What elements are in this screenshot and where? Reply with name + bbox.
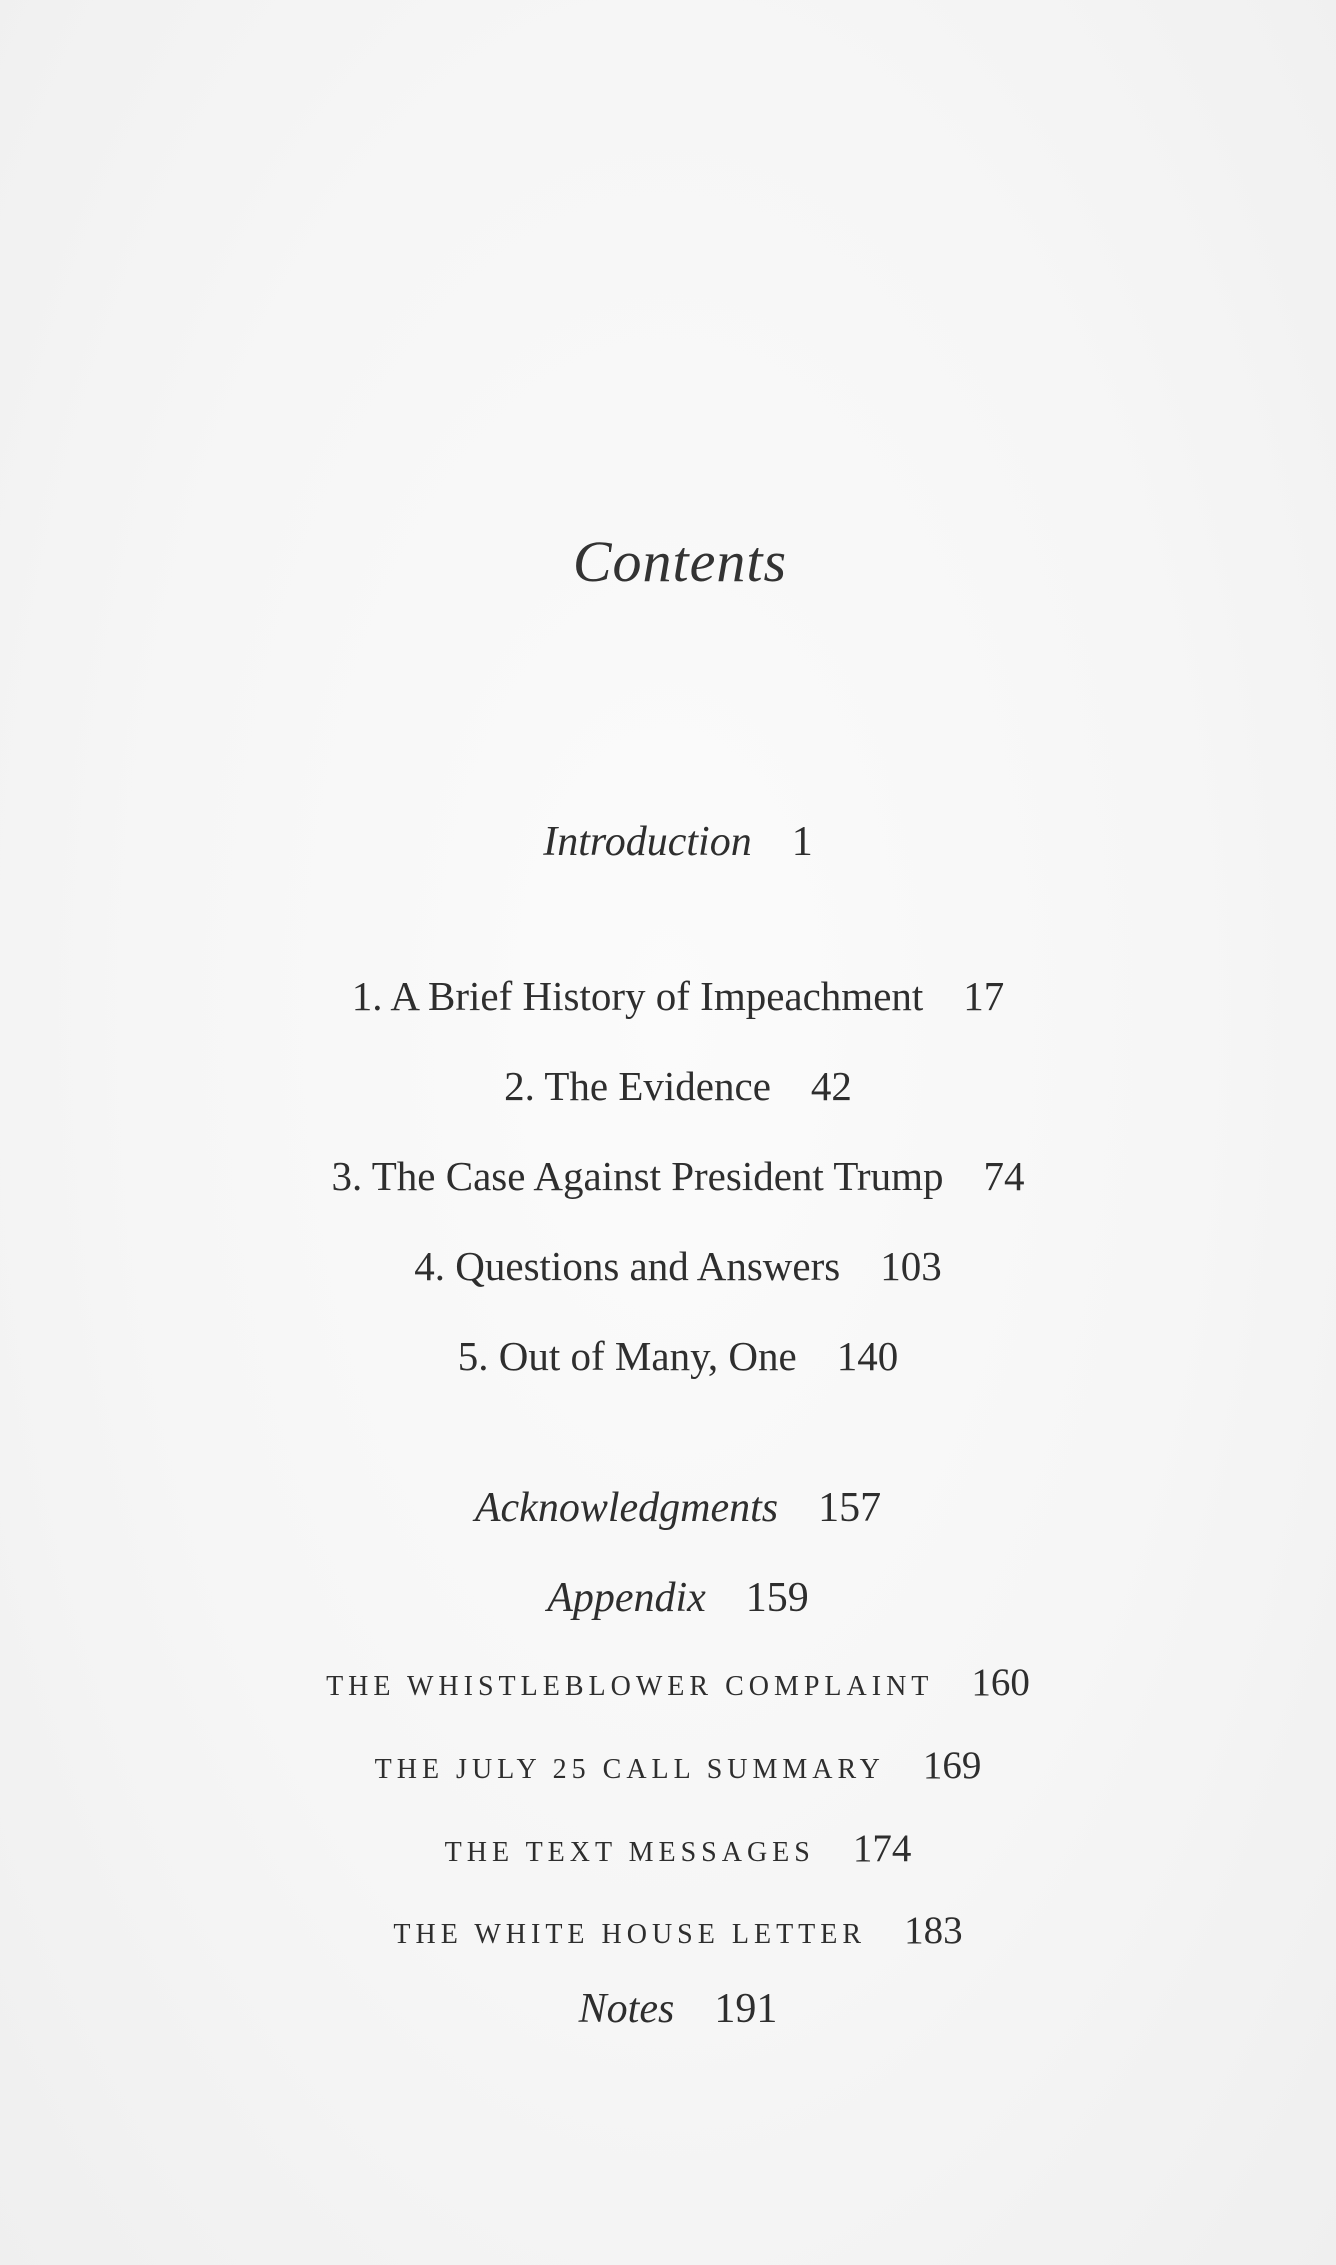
toc-entry-page: 103 bbox=[880, 1243, 942, 1289]
toc-entry-label: THE TEXT MESSAGES bbox=[444, 1837, 815, 1868]
toc-entry-page: 183 bbox=[904, 1909, 963, 1952]
toc-entry-page: 174 bbox=[852, 1827, 912, 1870]
toc-entry-appendix-item bbox=[0, 1660, 1336, 1705]
toc-entry-page: 74 bbox=[983, 1153, 1025, 1199]
toc-entry-page: 169 bbox=[922, 1744, 982, 1787]
toc-entry-appendix-item bbox=[0, 1826, 1336, 1871]
toc-entry-chapter-5 bbox=[0, 1332, 1336, 1380]
toc-entry-page: 42 bbox=[810, 1063, 852, 1109]
toc-entry-page: 140 bbox=[836, 1333, 899, 1379]
toc-entry-acknowledgments bbox=[0, 1484, 1336, 1532]
toc-entry-label: Introduction bbox=[543, 819, 752, 865]
toc-entry-label: 5. Out of Many, One bbox=[457, 1333, 797, 1379]
toc-entry-page: 17 bbox=[963, 973, 1005, 1019]
toc-entry-chapter-1 bbox=[0, 972, 1336, 1020]
toc-entry-label: Acknowledgments bbox=[474, 1485, 779, 1531]
toc-entry-chapter-4 bbox=[0, 1242, 1336, 1290]
page-title: Contents bbox=[572, 529, 788, 594]
toc-entry-appendix-item bbox=[0, 1743, 1336, 1788]
toc-entry-label: THE WHITE HOUSE LETTER bbox=[393, 1919, 867, 1950]
toc-entry-page: 157 bbox=[818, 1485, 882, 1531]
toc-entry-page: 160 bbox=[971, 1661, 1030, 1704]
toc-entry-introduction bbox=[0, 818, 1336, 866]
toc-entry-label: THE JULY 25 CALL SUMMARY bbox=[374, 1754, 885, 1785]
toc-entry-label: 4. Questions and Answers bbox=[414, 1243, 841, 1289]
toc-entry-label: Appendix bbox=[547, 1575, 706, 1621]
toc-entry-chapter-2 bbox=[0, 1062, 1336, 1110]
toc-entry-label: THE WHISTLEBLOWER COMPLAINT bbox=[326, 1671, 934, 1702]
toc-entry-page: 191 bbox=[714, 1986, 778, 2032]
toc-entry-label: Notes bbox=[578, 1986, 675, 2032]
toc-entry-label: 2. The Evidence bbox=[504, 1063, 771, 1109]
toc-entry-label: 3. The Case Against President Trump bbox=[331, 1153, 944, 1199]
toc-entry-notes bbox=[0, 1985, 1336, 2033]
toc-entry-appendix-item bbox=[0, 1908, 1336, 1953]
toc-entry-appendix bbox=[0, 1574, 1336, 1622]
toc-entry-chapter-3 bbox=[0, 1152, 1336, 1200]
toc-entry-page: 1 bbox=[791, 819, 813, 865]
toc-entry-label: 1. A Brief History of Impeachment bbox=[351, 973, 924, 1019]
toc-entry-page: 159 bbox=[745, 1575, 809, 1621]
